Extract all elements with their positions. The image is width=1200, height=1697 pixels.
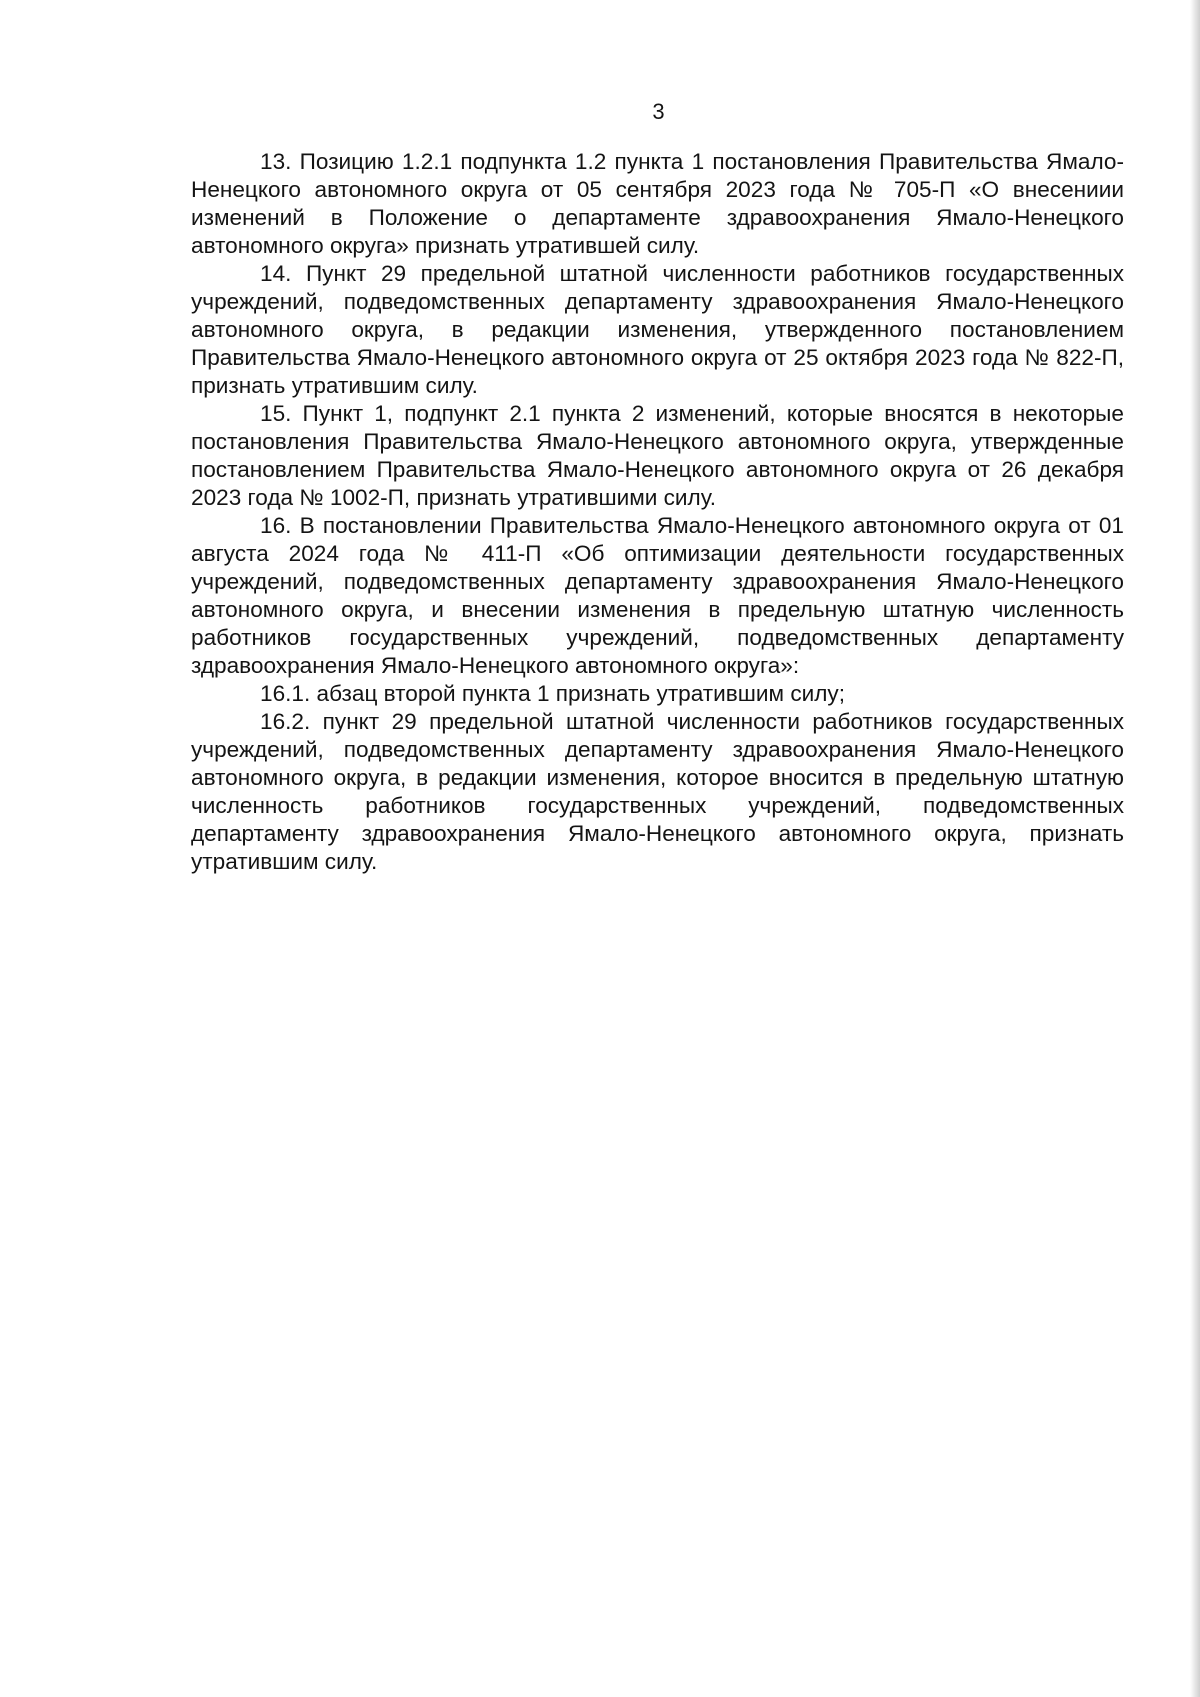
scan-edge-shadow [1190, 0, 1200, 1697]
paragraph-13: 13. Позицию 1.2.1 подпункта 1.2 пункта 1 постановления Правительства Ямало-Ненецкого автономного округа от 05 сентября 2023 года № 705-П «О внесениии изменений в Положение о департаменте здравоохранения Ямало-Ненецкого автономного округа» признать утратившей силу. [191, 149, 1124, 258]
paragraph-16-1: 16.1. абзац второй пункта 1 признать утратившим силу; [260, 681, 846, 706]
paragraph-14: 14. Пункт 29 предельной штатной численности работников государственных учреждений, подведомственных департаменту здравоохранения Ямало-Ненецкого автономного округа, в редакции изменения, утвержденного постановлением Правительства Ямало-Ненецкого автономного округа от 25 октября 2023 года № 822-П, признать утратившим силу. [191, 261, 1124, 398]
page-number: 3 [652, 99, 665, 124]
paragraph-16: 16. В постановлении Правительства Ямало-Ненецкого автономного округа от 01 августа 2024 года № 411-П «Об оптимизации деятельности государственных учреждений, подведомственных департаменту здравоохранения Ямало-Ненецкого автономного округа, и внесении изменения в предельную штатную численность работников государственных учреждений, подведомственных департаменту здравоохранения Ямало-Ненецкого автономного округа»: [191, 513, 1124, 678]
paragraph-16-2: 16.2. пункт 29 предельной штатной численности работников государственных учреждений, подведомственных департаменту здравоохранения Ямало-Ненецкого автономного округа, в редакции изменения, которое вносится в предельную штатную численность работников государственных учреждений, подведомственных департаменту здравоохранения Ямало-Ненецкого автономного округа, признать утратившим силу. [191, 709, 1124, 874]
document-body [191, 148, 1124, 876]
paragraph-15: 15. Пункт 1, подпункт 2.1 пункта 2 изменений, которые вносятся в некоторые постановления Правительства Ямало-Ненецкого автономного округа, утвержденные постановлением Правительства Ямало-Ненецкого автономного округа от 26 декабря 2023 года № 1002-П, признать утратившими силу. [191, 401, 1124, 510]
